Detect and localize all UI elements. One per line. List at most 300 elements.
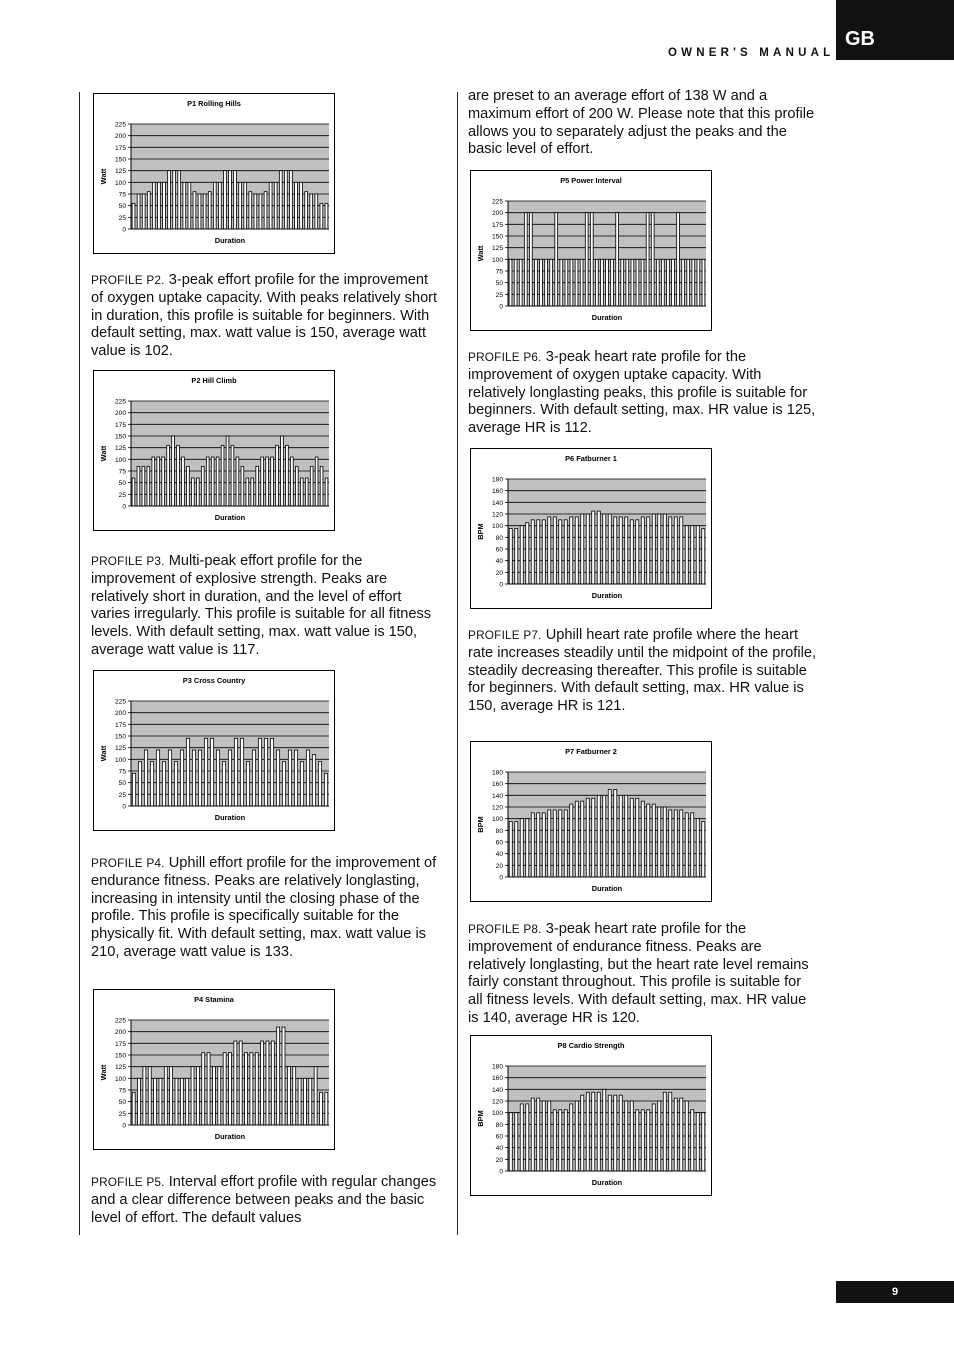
bar (651, 213, 654, 306)
bar (696, 1113, 699, 1171)
y-tick-label: 75 (118, 191, 126, 199)
x-axis-label: Duration (214, 1132, 246, 1141)
y-tick-label: 150 (114, 156, 126, 164)
paragraph-profile-p5-continued (468, 88, 818, 159)
chart-p3-cross-country (93, 670, 335, 831)
y-tick-label: 200 (114, 410, 126, 418)
y-tick-label: 75 (118, 468, 126, 476)
bar (182, 457, 185, 506)
bar (509, 529, 512, 584)
bar (515, 529, 518, 584)
bar (222, 762, 225, 806)
bar (224, 171, 227, 229)
bar (575, 259, 578, 306)
y-tick-label: 25 (118, 491, 126, 499)
bar (241, 466, 244, 506)
y-tick-label: 160 (491, 781, 503, 789)
bar (663, 514, 666, 584)
bar (305, 478, 308, 506)
bar (685, 526, 688, 584)
bar (592, 511, 595, 584)
bar (244, 182, 247, 229)
bar (542, 520, 545, 584)
y-axis-label: BPM (476, 816, 485, 833)
y-tick-label: 100 (491, 256, 503, 264)
bar (173, 171, 176, 229)
bar (270, 738, 273, 806)
bar (526, 819, 529, 877)
y-tick-label: 150 (491, 233, 503, 241)
bar (303, 1078, 306, 1125)
bar (274, 182, 277, 229)
y-tick-label: 180 (491, 1063, 503, 1071)
bar (603, 795, 606, 877)
bar (229, 1053, 232, 1125)
bar (239, 182, 242, 229)
bar (234, 1041, 237, 1125)
y-tick-label: 20 (495, 862, 503, 870)
y-tick-label: 120 (491, 1098, 503, 1106)
x-axis-label: Duration (591, 591, 623, 600)
bar (652, 1104, 655, 1171)
bar (276, 445, 279, 506)
bar (143, 1067, 146, 1125)
x-axis-label: Duration (591, 1178, 623, 1187)
bar (152, 182, 155, 229)
bar (211, 457, 214, 506)
profile-text: Uphill effort profile for the improvement of endurance fitness. Peaks are relatively longlasting, increasing in intensity until the closing phase of the profile. This profile is specifically suitable for the physically fit. With default setting, max. watt value is 210, average watt value is 133. (91, 855, 437, 960)
profile-text: Multi-peak effort profile for the improvement of explosive strength. Peaks are relatively short in duration, and the level of effort varies irregularly. This profile is suitable for all fitness levels. With default setting, max. watt value is 150, average watt value is 117. (91, 553, 432, 658)
paragraph-profile-p3 (91, 553, 441, 660)
bar (320, 1092, 323, 1125)
bar (212, 1067, 215, 1125)
bar (663, 807, 666, 877)
y-tick-label: 0 (499, 874, 503, 882)
bar (537, 520, 540, 584)
profile-text: 3-peak heart rate profile for the improvement of oxygen uptake capacity. With relatively longlasting peaks, this profile is suitable for beginners. With default setting, max. HR value is 125, average HR is 112. (468, 349, 816, 437)
bar (647, 804, 650, 877)
y-tick-label: 0 (122, 1122, 126, 1130)
bar (677, 213, 680, 306)
paragraph-profile-p2 (91, 272, 441, 361)
bar (614, 1095, 617, 1171)
bar (284, 171, 287, 229)
profile-lead: PROFILE P4. (91, 856, 165, 870)
bar (168, 750, 171, 806)
bar (234, 171, 237, 229)
bar (592, 798, 595, 877)
bar (318, 762, 321, 806)
bar (216, 750, 219, 806)
bar (138, 1078, 141, 1125)
bar (636, 259, 639, 306)
bar (631, 259, 634, 306)
bar (325, 478, 328, 506)
paragraph-profile-p7 (468, 627, 818, 716)
bar (164, 1067, 167, 1125)
bar (570, 1104, 573, 1171)
bar (564, 520, 567, 584)
y-axis-label: Watt (99, 168, 108, 185)
plot-area (131, 401, 329, 506)
bar (206, 457, 209, 506)
bar (669, 810, 672, 877)
bar (192, 750, 195, 806)
page-number: 9 (836, 1281, 954, 1303)
x-axis-label: Duration (591, 884, 623, 893)
bar (515, 1113, 518, 1171)
bar (680, 810, 683, 877)
bar (178, 171, 181, 229)
bar (269, 182, 272, 229)
bar (548, 517, 551, 584)
bar (255, 1053, 258, 1125)
y-tick-label: 25 (118, 214, 126, 222)
center-column-rule (457, 92, 458, 1235)
y-tick-label: 120 (491, 511, 503, 519)
bar (702, 529, 705, 584)
bar (545, 259, 548, 306)
bar (236, 457, 239, 506)
bar (656, 259, 659, 306)
y-tick-label: 125 (114, 1064, 126, 1072)
bar (186, 738, 189, 806)
y-axis-label: BPM (476, 523, 485, 540)
bar (520, 819, 523, 877)
y-tick-label: 150 (114, 433, 126, 441)
profile-lead: PROFILE P2. (91, 273, 165, 287)
bar (142, 466, 145, 506)
y-axis-label: Watt (99, 445, 108, 462)
bar (223, 1053, 226, 1125)
bar (663, 1092, 666, 1171)
bar (619, 517, 622, 584)
y-tick-label: 125 (491, 245, 503, 253)
bar (630, 798, 633, 877)
bar (586, 798, 589, 877)
bar (295, 466, 298, 506)
bar (669, 1092, 672, 1171)
bar (294, 750, 297, 806)
bar (258, 738, 261, 806)
bar (564, 1110, 567, 1171)
y-tick-label: 140 (491, 1086, 503, 1094)
chart-title: P7 Fatburner 2 (565, 747, 617, 756)
y-tick-label: 180 (491, 476, 503, 484)
bar (193, 192, 196, 229)
bar (581, 1095, 584, 1171)
bar (191, 1067, 194, 1125)
y-tick-label: 60 (495, 839, 503, 847)
bar (310, 194, 313, 229)
bar (674, 1098, 677, 1171)
bar (537, 1098, 540, 1171)
bar (667, 259, 670, 306)
bar (254, 194, 257, 229)
bar (621, 259, 624, 306)
bar (264, 738, 267, 806)
y-tick-label: 175 (114, 721, 126, 729)
y-tick-label: 50 (118, 203, 126, 211)
language-tab-label: GB (845, 28, 875, 50)
bar (266, 457, 269, 506)
bar (132, 478, 135, 506)
y-tick-label: 25 (118, 791, 126, 799)
bar (548, 810, 551, 877)
bar (608, 514, 611, 584)
profile-lead: PROFILE P8. (468, 922, 542, 936)
bar (636, 798, 639, 877)
y-tick-label: 100 (491, 523, 503, 531)
y-axis-label: Watt (476, 245, 485, 262)
bar (565, 259, 568, 306)
bar (647, 517, 650, 584)
bar (198, 750, 201, 806)
bar (581, 801, 584, 877)
bar (680, 1098, 683, 1171)
bar (597, 795, 600, 877)
y-tick-label: 25 (495, 291, 503, 299)
bar (309, 1078, 312, 1125)
bar (162, 457, 165, 506)
bar (282, 762, 285, 806)
bar (216, 457, 219, 506)
bar (647, 1110, 650, 1171)
profile-text: are preset to an average effort of 138 W and a maximum effort of 200 W. Please note that this profile allows you to separately adjust the peaks and the basic level of effort. (468, 88, 815, 158)
y-tick-label: 175 (114, 1040, 126, 1048)
bar (168, 171, 171, 229)
bar (288, 750, 291, 806)
bar (137, 466, 140, 506)
bar (559, 1110, 562, 1171)
bar (300, 478, 303, 506)
x-axis-label: Duration (591, 313, 623, 322)
profile-text: Uphill heart rate profile where the heart rate increases steadily until the midpoint of the profile, steadily decreasing thereafter. This profile is suitable for beginners. With default setting, max. HR value is 150, average HR is 121. (468, 627, 817, 715)
bar (696, 819, 699, 877)
bar (616, 213, 619, 306)
bar (320, 466, 323, 506)
chart-p6-fatburner-1 (470, 448, 712, 609)
bar (559, 810, 562, 877)
bar (180, 750, 183, 806)
bar (157, 457, 160, 506)
bar (570, 259, 573, 306)
y-tick-label: 50 (118, 1099, 126, 1107)
bar (619, 795, 622, 877)
bar (150, 762, 153, 806)
y-tick-label: 200 (491, 210, 503, 218)
bar (204, 738, 207, 806)
chart-title: P8 Cardio Strength (557, 1041, 625, 1050)
bar (239, 1041, 242, 1125)
bar (661, 259, 664, 306)
bar (674, 810, 677, 877)
y-tick-label: 75 (118, 768, 126, 776)
y-tick-label: 0 (122, 226, 126, 234)
y-tick-label: 25 (118, 1110, 126, 1118)
y-tick-label: 0 (499, 581, 503, 589)
y-tick-label: 80 (495, 827, 503, 835)
bar (192, 478, 195, 506)
y-tick-label: 125 (114, 445, 126, 453)
bar (641, 517, 644, 584)
chart-p2-hill-climb (93, 370, 335, 531)
language-tab (836, 0, 954, 60)
bar (132, 203, 135, 229)
y-tick-label: 20 (495, 1156, 503, 1164)
bar (641, 1110, 644, 1171)
bar (291, 457, 294, 506)
bar (207, 1053, 210, 1125)
bar (564, 810, 567, 877)
y-tick-label: 50 (495, 280, 503, 288)
bar (652, 514, 655, 584)
bar (515, 822, 518, 877)
x-axis-label: Duration (214, 236, 246, 245)
bar (592, 1092, 595, 1171)
bar (597, 511, 600, 584)
bar (597, 1092, 600, 1171)
profile-lead: PROFILE P3. (91, 554, 165, 568)
profile-text: 3-peak heart rate profile for the improvement of endurance fitness. Peaks are relatively longlasting, but the heart rate level remains fairly constant throughout. This profile is suitable for all fitness levels. With default setting, max. HR value is 140, average HR is 120. (468, 921, 809, 1026)
bar (595, 259, 598, 306)
bar (249, 192, 252, 229)
bar (282, 1027, 285, 1125)
bar (685, 813, 688, 877)
bar (559, 520, 562, 584)
bar (509, 822, 512, 877)
bar (170, 1067, 173, 1125)
bar (218, 1067, 221, 1125)
bar (680, 517, 683, 584)
bar (691, 1110, 694, 1171)
bar (261, 1041, 264, 1125)
bar (509, 1113, 512, 1171)
bar (652, 804, 655, 877)
bar (531, 520, 534, 584)
bar (636, 1110, 639, 1171)
bar (314, 1067, 317, 1125)
y-tick-label: 140 (491, 792, 503, 800)
bar (691, 813, 694, 877)
bar (685, 1101, 688, 1171)
paragraph-profile-p8 (468, 921, 818, 1028)
bar (154, 1078, 157, 1125)
bar (229, 171, 232, 229)
profile-lead: PROFILE P5. (91, 1175, 165, 1189)
y-tick-label: 225 (114, 698, 126, 706)
bar (228, 750, 231, 806)
y-tick-label: 40 (495, 1145, 503, 1153)
y-tick-label: 100 (491, 816, 503, 824)
bar (271, 1041, 274, 1125)
bar (520, 1104, 523, 1171)
bar (626, 259, 629, 306)
bar (586, 1092, 589, 1171)
bar (542, 813, 545, 877)
bar (519, 259, 522, 306)
x-axis-label: Duration (214, 513, 246, 522)
bar (570, 517, 573, 584)
bar (625, 517, 628, 584)
y-tick-label: 160 (491, 488, 503, 496)
bar (142, 194, 145, 229)
bar (646, 213, 649, 306)
bar (286, 445, 289, 506)
y-tick-label: 80 (495, 534, 503, 542)
bar (290, 171, 293, 229)
y-tick-label: 225 (114, 398, 126, 406)
bar (287, 1067, 290, 1125)
profile-text: Interval effort profile with regular changes and a clear difference between peaks and the basic level of effort. The default values (91, 1174, 437, 1226)
bar (555, 213, 558, 306)
y-tick-label: 225 (491, 198, 503, 206)
bar (256, 466, 259, 506)
y-tick-label: 225 (114, 1017, 126, 1025)
bar (691, 526, 694, 584)
bar (553, 810, 556, 877)
chart-title: P4 Stamina (194, 995, 234, 1004)
bar (524, 213, 527, 306)
bar (148, 1067, 151, 1125)
bar (550, 259, 553, 306)
bar (611, 259, 614, 306)
y-tick-label: 60 (495, 1133, 503, 1141)
bar (147, 466, 150, 506)
bar (276, 750, 279, 806)
bar (218, 182, 221, 229)
bar (548, 1101, 551, 1171)
bar (186, 1078, 189, 1125)
bar (636, 520, 639, 584)
bar (266, 1041, 269, 1125)
y-tick-label: 125 (114, 745, 126, 753)
bar (240, 738, 243, 806)
y-tick-label: 150 (114, 733, 126, 741)
y-tick-label: 120 (491, 804, 503, 812)
y-tick-label: 225 (114, 121, 126, 129)
bar (259, 194, 262, 229)
bar (305, 192, 308, 229)
bar (697, 259, 700, 306)
y-axis-label: BPM (476, 1110, 485, 1127)
y-tick-label: 100 (114, 179, 126, 187)
bar (601, 259, 604, 306)
bar (614, 517, 617, 584)
bar (310, 466, 313, 506)
bar (696, 526, 699, 584)
bar (553, 1110, 556, 1171)
bar (226, 436, 229, 506)
paragraph-profile-p5-start (91, 1174, 441, 1227)
bar (306, 750, 309, 806)
y-tick-label: 200 (114, 133, 126, 141)
bar (531, 813, 534, 877)
bar (144, 750, 147, 806)
x-axis-label: Duration (214, 813, 246, 822)
bar (293, 1067, 296, 1125)
y-tick-label: 40 (495, 851, 503, 859)
bar (167, 445, 170, 506)
bar (509, 259, 512, 306)
y-tick-label: 200 (114, 1029, 126, 1037)
bar (625, 795, 628, 877)
bar (325, 1092, 328, 1125)
bar (246, 762, 249, 806)
bar (672, 259, 675, 306)
bar (174, 762, 177, 806)
bar (198, 194, 201, 229)
